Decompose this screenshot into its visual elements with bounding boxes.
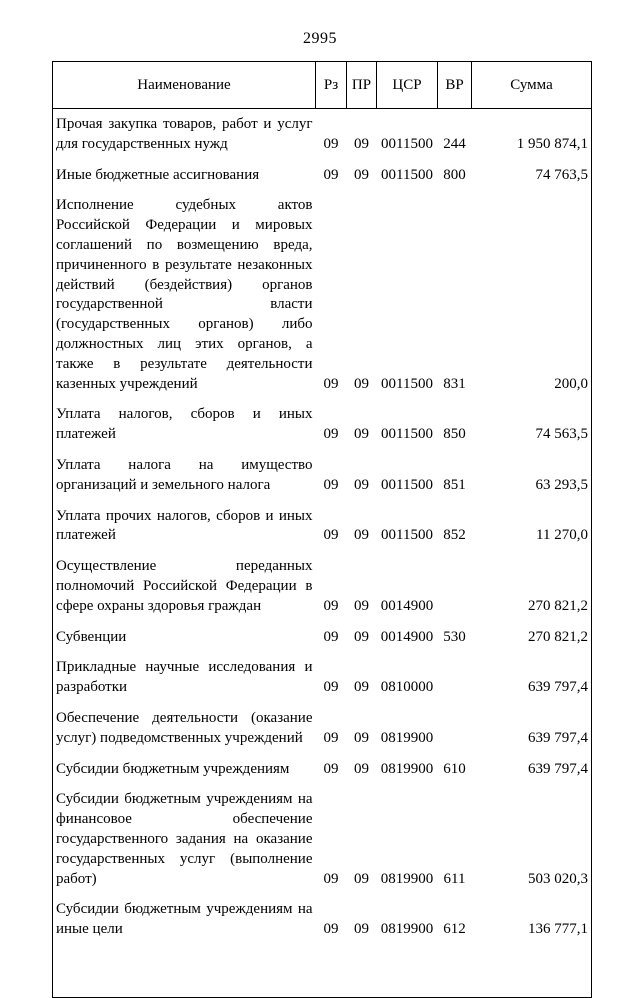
table-bottom-spacer-row <box>53 945 592 998</box>
cell-pr: 09 <box>354 597 369 614</box>
cell-sum: 74 563,5 <box>535 426 588 443</box>
cell-pr: 09 <box>354 921 369 938</box>
table-row <box>53 784 592 894</box>
table-header-row <box>53 62 592 109</box>
cell-name: Исполнение судебных актов Российской Федерации и мировых соглашений по возмещению вреда, причиненного в результате незаконных действий (бездействия) органов государственной власти (государственных органов) либо должностных лиц этих органов, а также в результате деятельности казенных учреждений <box>56 197 313 392</box>
cell-csr: 0014900 <box>380 597 434 614</box>
cell-rz: 09 <box>323 375 339 392</box>
cell-name: Субсидии бюджетным учреждениям <box>56 760 290 777</box>
cell-csr: 0819900 <box>380 729 434 746</box>
cell-sum: 63 293,5 <box>535 476 588 493</box>
cell-pr: 09 <box>354 729 369 746</box>
cell-rz: 09 <box>323 628 339 645</box>
cell-name: Субсидии бюджетным учреждениям на иные цели <box>56 901 313 938</box>
cell-vr <box>438 703 472 754</box>
cell-pr: 09 <box>354 135 369 152</box>
cell-vr: 611 <box>443 870 466 887</box>
cell-vr: 852 <box>443 527 466 544</box>
cell-name: Прикладные научные исследования и разработки <box>56 659 313 696</box>
cell-vr: 244 <box>443 135 466 152</box>
cell-sum: 639 797,4 <box>528 729 588 746</box>
cell-sum: 74 763,5 <box>535 166 588 183</box>
cell-vr: 851 <box>443 476 466 493</box>
table-header <box>53 62 592 109</box>
cell-csr: 0011500 <box>381 166 433 183</box>
cell-pr: 09 <box>354 476 369 493</box>
cell-vr: 831 <box>443 375 466 392</box>
cell-sum: 270 821,2 <box>528 597 588 614</box>
cell-pr: 09 <box>354 166 369 183</box>
cell-csr: 0011500 <box>381 135 433 152</box>
table-row <box>53 399 592 450</box>
cell-csr: 0011500 <box>381 476 433 493</box>
cell-name: Уплата прочих налогов, сборов и иных платежей <box>56 507 313 544</box>
page-number: 2995 <box>303 30 337 47</box>
table-row <box>53 450 592 501</box>
table-row <box>53 622 592 653</box>
header-csr: ЦСР <box>377 62 438 109</box>
cell-sum: 200,0 <box>554 375 588 392</box>
cell-name: Иные бюджетные ассигнования <box>56 166 260 183</box>
cell-rz: 09 <box>323 166 339 183</box>
cell-name: Осуществление переданных полномочий Российской Федерации в сфере охраны здоровья граждан <box>56 558 313 614</box>
table-row <box>53 652 592 703</box>
table-row <box>53 754 592 785</box>
cell-pr: 09 <box>354 679 369 696</box>
header-name: Наименование <box>53 62 316 109</box>
cell-rz: 09 <box>323 921 339 938</box>
cell-rz: 09 <box>323 679 339 696</box>
cell-rz: 09 <box>323 527 339 544</box>
table-row <box>53 501 592 552</box>
cell-vr: 530 <box>443 628 466 645</box>
cell-sum: 11 270,0 <box>536 527 588 544</box>
cell-name: Прочая закупка товаров, работ и услуг для государственных нужд <box>56 116 313 152</box>
header-sum: Сумма <box>472 62 592 109</box>
cell-sum: 270 821,2 <box>528 628 588 645</box>
cell-csr: 0011500 <box>381 527 433 544</box>
cell-rz: 09 <box>323 426 339 443</box>
cell-pr: 09 <box>354 760 369 777</box>
cell-name: Уплата налога на имущество организаций и земельного налога <box>56 456 313 493</box>
cell-name: Субсидии бюджетным учреждениям на финансовое обеспечение государственного задания на оказание государственных услуг (выполнение работ) <box>56 791 313 887</box>
budget-table <box>52 61 592 998</box>
cell-rz: 09 <box>323 476 339 493</box>
cell-name: Обеспечение деятельности (оказание услуг) подведомственных учреждений <box>56 709 313 746</box>
cell-csr: 0819900 <box>380 870 434 887</box>
cell-csr: 0011500 <box>381 375 433 392</box>
cell-vr: 612 <box>443 921 466 938</box>
cell-rz: 09 <box>323 597 339 614</box>
cell-rz: 09 <box>323 870 339 887</box>
cell-pr: 09 <box>354 527 369 544</box>
cell-pr: 09 <box>354 426 369 443</box>
header-vr: ВР <box>438 62 472 109</box>
table-row <box>53 109 592 160</box>
cell-name: Уплата налогов, сборов и иных платежей <box>56 406 313 443</box>
cell-pr: 09 <box>354 375 369 392</box>
header-pr: ПР <box>347 62 377 109</box>
table-row <box>53 894 592 945</box>
cell-csr: 0014900 <box>380 628 434 645</box>
cell-vr: 610 <box>443 760 466 777</box>
cell-pr: 09 <box>354 870 369 887</box>
cell-sum: 639 797,4 <box>528 679 588 696</box>
cell-csr: 0819900 <box>380 921 434 938</box>
cell-rz: 09 <box>323 135 339 152</box>
table-footer <box>53 945 592 998</box>
cell-vr: 850 <box>443 426 466 443</box>
cell-sum: 639 797,4 <box>528 760 588 777</box>
cell-rz: 09 <box>323 760 339 777</box>
table-row <box>53 190 592 399</box>
cell-vr <box>438 652 472 703</box>
table-row <box>53 551 592 621</box>
table-row <box>53 703 592 754</box>
cell-csr: 0011500 <box>381 426 433 443</box>
cell-pr: 09 <box>354 628 369 645</box>
cell-csr: 0819900 <box>380 760 434 777</box>
cell-sum: 1 950 874,1 <box>516 135 588 152</box>
cell-vr: 800 <box>443 166 466 183</box>
cell-csr: 0810000 <box>380 679 434 696</box>
cell-name: Субвенции <box>56 628 127 645</box>
cell-sum: 503 020,3 <box>528 870 588 887</box>
cell-vr <box>438 551 472 621</box>
header-rz: Рз <box>316 62 347 109</box>
cell-rz: 09 <box>323 729 339 746</box>
table-bottom-spacer <box>53 945 592 998</box>
table-body <box>53 109 592 945</box>
table-row <box>53 160 592 191</box>
cell-sum: 136 777,1 <box>528 921 588 938</box>
